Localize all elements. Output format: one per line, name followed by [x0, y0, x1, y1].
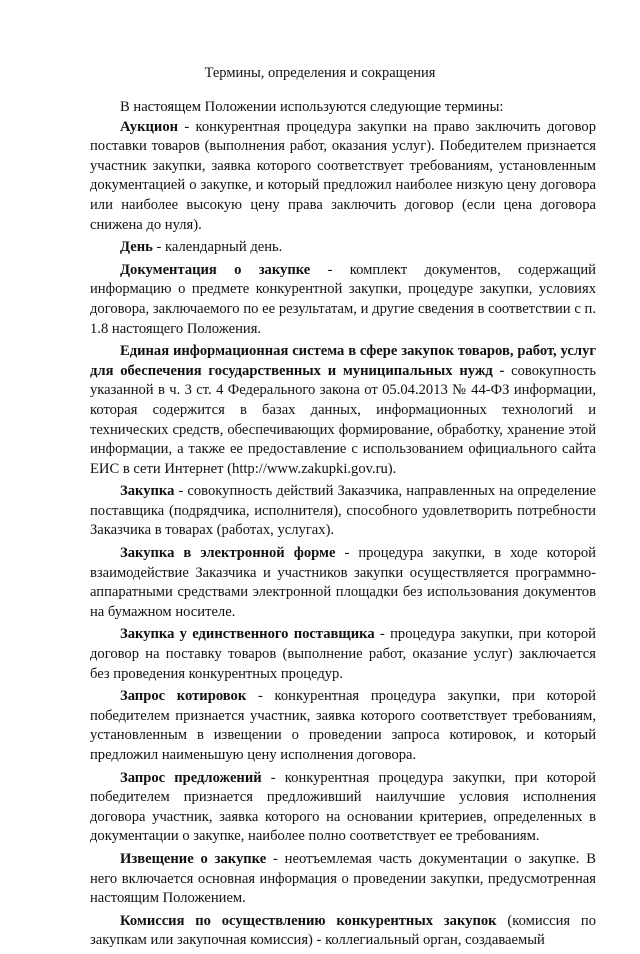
term-separator: - [335, 545, 359, 562]
term-paragraph [90, 118, 596, 236]
term-definition: конкурентная процедура закупки на право заключить договор поставки товаров (выполнения работ, оказания услуг). Победителем признается участник закупки, заявка которого соответствует требованиям, установленным документацией о закупке, и который предложил наиболее низкую цену договора или наиболее высокую цену права заключить договор (если цена договора снижена до нуля). [90, 118, 596, 233]
term-paragraph [90, 261, 596, 339]
term-paragraph [90, 544, 596, 622]
term-definition: комплект документов, содержащий информацию о предмете конкурентной закупки, процедуре закупки, условиях договора, заключаемого по ее результатам, и другие сведения в соответствии с п. 1.8 настоящего Положения. [90, 261, 596, 337]
term-paragraph [90, 482, 596, 541]
term-paragraph [90, 850, 596, 909]
term-separator: (комиссия по закупкам или закупочная комиссия) - [90, 912, 597, 949]
term-paragraph [90, 912, 596, 951]
term-separator: - [266, 850, 285, 867]
term-name: День [120, 239, 153, 256]
term-separator: - [261, 769, 285, 786]
section-title: Термины, определения и сокращения [204, 65, 436, 81]
term-name: Единая информационная система в сфере закупок товаров, работ, услуг для обеспечения государственных и муниципальных нужд [90, 343, 596, 379]
term-name: Закупка [120, 483, 175, 500]
term-definition: совокупность действий Заказчика, направленных на определение поставщика (подрядчика, исполнителя), способного удовлетворить потребности Заказчика в товарах (работах, услугах). [90, 483, 596, 539]
term-separator: - [310, 261, 350, 278]
term-definition: процедура закупки, при которой договор на поставку товаров (выполнение работ, оказание услуг) заключается без проведения конкурентных процедур. [90, 626, 596, 682]
term-name: Закупка в электронной форме [120, 545, 336, 562]
term-separator: - [178, 118, 196, 135]
term-definition: конкурентная процедура закупки, при которой победителем признается участник, заявка которого соответствует требованиям, установленным в извещении о проведении запроса котировок, и который предложил наименьшую цену исполнения договора. [90, 688, 596, 763]
term-separator: - [492, 362, 512, 379]
term-separator: - [246, 688, 275, 705]
term-separator: - [174, 483, 188, 500]
term-paragraph [90, 625, 596, 684]
term-definition: календарный день. [165, 239, 283, 256]
term-separator: - [152, 239, 165, 256]
intro-paragraph: В настоящем Положении используются следующие термины: [120, 99, 504, 115]
terms-content [90, 98, 596, 954]
term-definition: конкурентная процедура закупки, при которой победителем признается предложивший наилучшие условия исполнения договора участник, заявка которого на основании критериев, определенных в документации о закупке, наиболее полно соответствует ее требованиям. [90, 769, 596, 845]
term-name: Запрос котировок [120, 688, 247, 705]
term-name: Извещение о закупке [120, 850, 267, 867]
term-definition: процедура закупки, в ходе которой взаимодействие Заказчика и участников закупки осуществляется программно-аппаратными средствами электронной площадки без использования документов на бумажном носителе. [90, 545, 596, 620]
term-name: Документация о закупке [120, 261, 311, 278]
term-paragraph [90, 342, 596, 479]
term-paragraph [90, 687, 596, 765]
term-definition: неотъемлемая часть документации о закупке. В него включается основная информация о проведении закупки, предусмотренная настоящим Положением. [90, 850, 596, 907]
term-name: Запрос предложений [120, 769, 262, 786]
term-paragraph [90, 238, 596, 258]
term-paragraph [90, 769, 596, 847]
term-definition: совокупность указанной в ч. 3 ст. 4 Федерального закона от 05.04.2013 № 44-ФЗ информации, которая содержится в базах данных, информационных технологий и технических средств, обеспечивающих формирование, обработку, хранение этой информации, а также ее предоставление с использованием официального сайта ЕИС в сети Интернет (http://www.zakupki.gov.ru). [90, 362, 596, 477]
term-name: Закупка у единственного поставщика [120, 626, 375, 643]
term-definition: коллегиальный орган, создаваемый [325, 932, 545, 949]
term-name: Комиссия по осуществлению конкурентных закупок [120, 912, 497, 929]
term-name: Аукцион [120, 118, 179, 135]
term-separator: - [374, 626, 391, 643]
